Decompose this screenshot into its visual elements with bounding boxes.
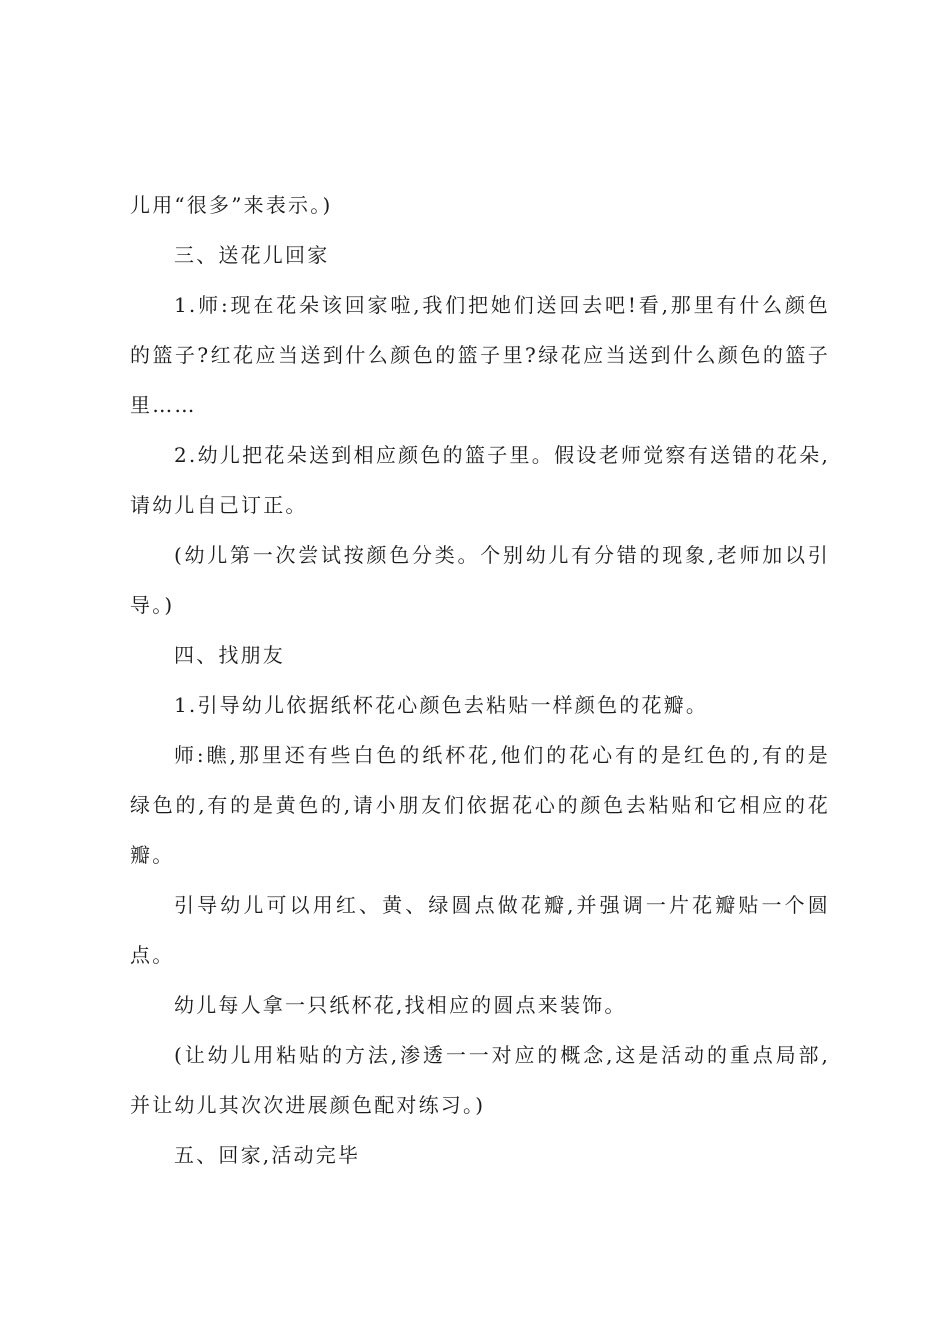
paragraph-teacher-line: 师:瞧,那里还有些白色的纸杯花,他们的花心有的是红色的,有的是绿色的,有的是黄色的,请小朋友们依据花心的颜色去粘贴和它相应的花瓣。 bbox=[130, 743, 830, 867]
paragraph-continuation: 儿用“很多”来表示。) bbox=[130, 193, 333, 217]
section-heading-4: 四、找朋友 bbox=[174, 643, 285, 667]
paragraph-note-3: (幼儿第一次尝试按颜色分类。个别幼儿有分错的现象,老师加以引导。) bbox=[130, 543, 830, 617]
paragraph-note-4: (让幼儿用粘贴的方法,渗透一一对应的概念,这是活动的重点局部,并让幼儿其次次进展颜色配对练习。) bbox=[130, 1043, 830, 1117]
paragraph-activity: 幼儿每人拿一只纸杯花,找相应的圆点来装饰。 bbox=[174, 993, 627, 1017]
paragraph-item-4-1: 1.引导幼儿依据纸杯花心颜色去粘贴一样颜色的花瓣。 bbox=[174, 693, 709, 717]
section-heading-5: 五、回家,活动完毕 bbox=[174, 1143, 361, 1167]
paragraph-item-3-1: 1.师:现在花朵该回家啦,我们把她们送回去吧!看,那里有什么颜色的篮子?红花应当送到什么颜色的篮子里?绿花应当送到什么颜色的篮子里…… bbox=[130, 293, 830, 417]
paragraph-guide: 引导幼儿可以用红、黄、绿圆点做花瓣,并强调一片花瓣贴一个圆点。 bbox=[130, 893, 830, 967]
section-heading-3: 三、送花儿回家 bbox=[174, 243, 330, 267]
paragraph-item-3-2: 2.幼儿把花朵送到相应颜色的篮子里。假设老师觉察有送错的花朵,请幼儿自己订正。 bbox=[130, 443, 830, 517]
